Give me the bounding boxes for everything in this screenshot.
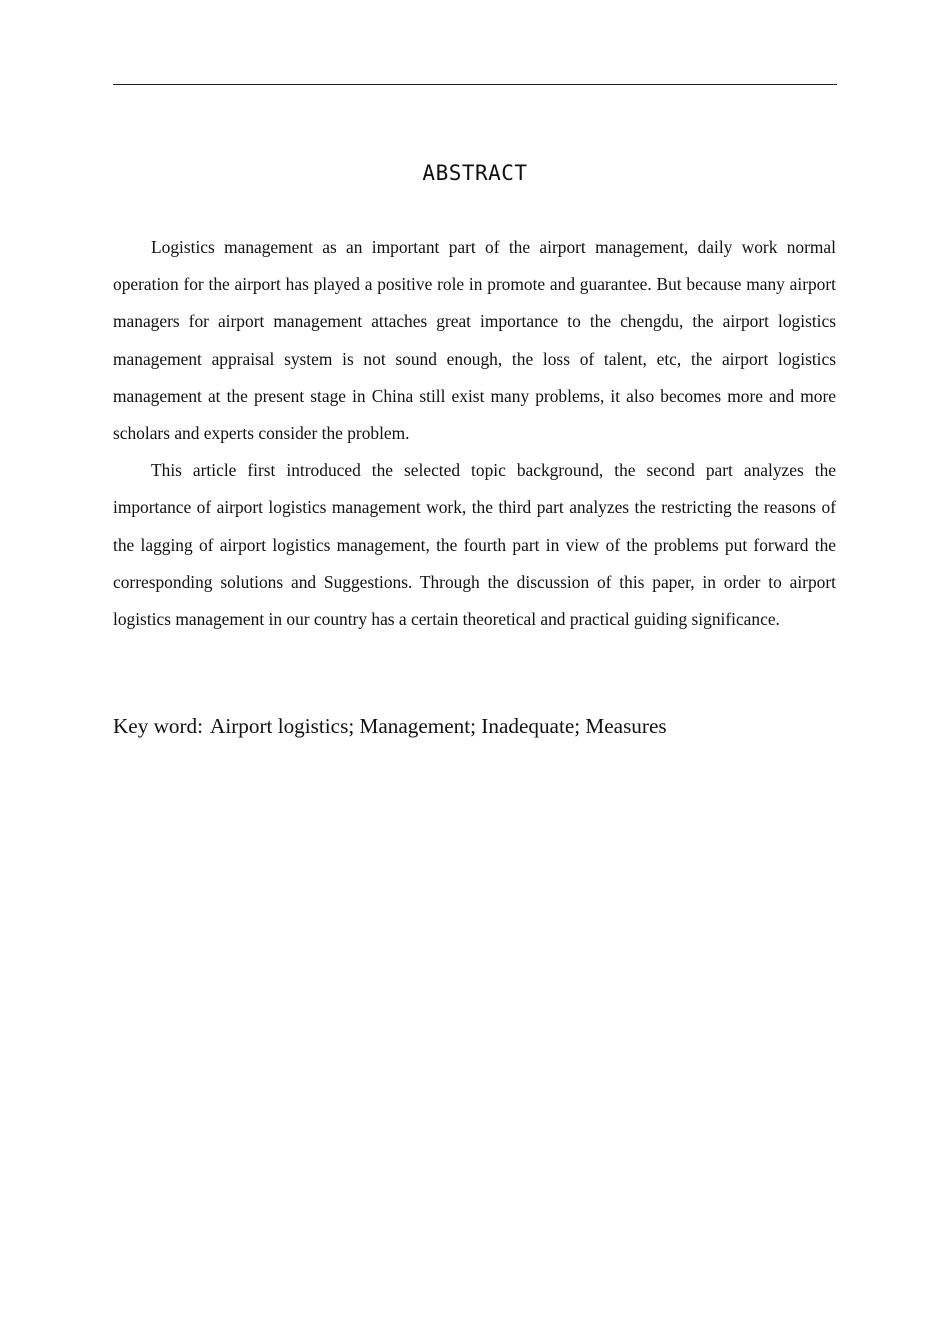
header-rule [113, 84, 837, 85]
keywords-label: Key word: [113, 714, 204, 738]
keywords-line [113, 710, 837, 742]
abstract-body [113, 229, 836, 638]
abstract-paragraph-1: Logistics management as an important part of the airport management, daily work normal operation for the airport has played a positive role in promote and guarantee. But because many airport managers for airport management attaches great importance to the chengdu, the airport logistics management appraisal system is not sound enough, the loss of talent, etc, the airport logistics management at the present stage in China still exist many problems, it also becomes more and more scholars and experts consider the problem. [113, 237, 836, 444]
keywords-value: Airport logistics; Management; Inadequate; Measures [210, 714, 667, 738]
abstract-paragraph-2: This article first introduced the selected topic background, the second part analyzes the importance of airport logistics management work, the third part analyzes the restricting the reasons of the lagging of airport logistics management, the fourth part in view of the problems put forward the corresponding solutions and Suggestions. Through the discussion of this paper, in order to airport logistics management in our country has a certain theoretical and practical guiding significance. [113, 460, 836, 630]
abstract-title: ABSTRACT [422, 161, 528, 185]
